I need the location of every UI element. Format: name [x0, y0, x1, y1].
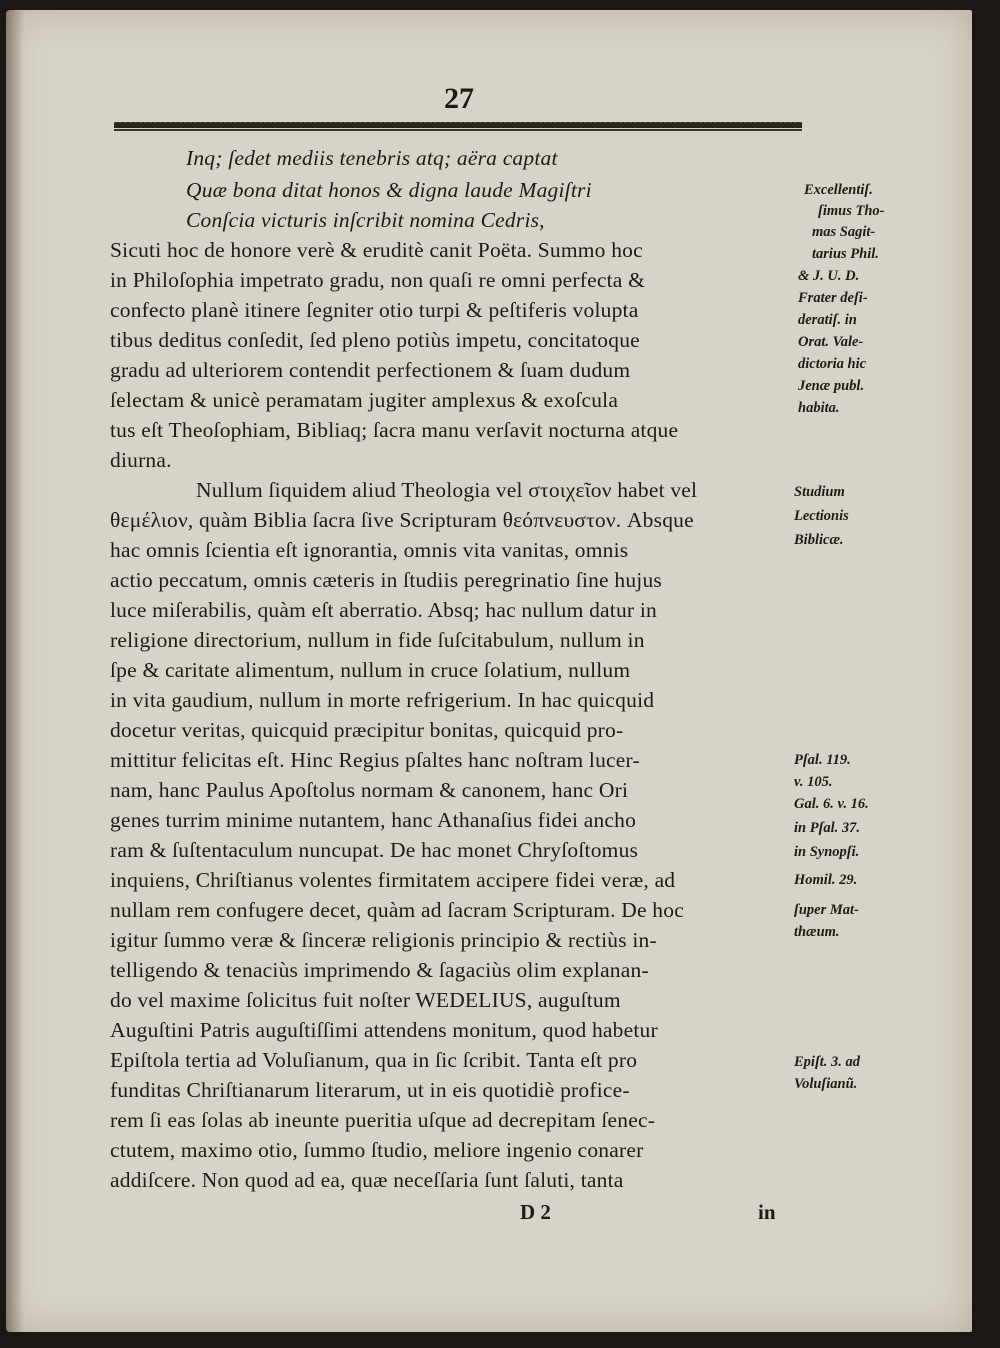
body-line: rem ſi eas ſolas ab ineunte pueritia uſque ad decrepitam ſenec-: [110, 1108, 656, 1132]
body-line: Sicuti hoc de honore verè & eruditè canit Poëta. Summo hoc: [110, 238, 643, 262]
marginal-note: deratiſ. in: [798, 312, 857, 328]
page-gutter-shadow: [6, 10, 24, 1332]
body-line: docetur veritas, quicquid præcipitur bonitas, quicquid pro-: [110, 718, 624, 742]
page-number: 27: [444, 82, 474, 115]
marginal-note: Jenæ publ.: [798, 378, 865, 394]
body-line: Auguſtini Patris auguſtiſſimi attendens monitum, quod habetur: [110, 1018, 658, 1042]
body-line: Epiſtola tertia ad Voluſianum, qua in ſic ſcribit. Tanta eſt pro: [110, 1048, 638, 1072]
header-rule: [114, 122, 802, 128]
body-line: genes turrim minime nutantem, hanc Athanaſius fidei ancho: [110, 808, 637, 832]
body-line: actio peccatum, omnis cæteris in ſtudiis peregrinatio ſine hujus: [110, 568, 662, 592]
body-line: tibus deditus conſedit, ſed pleno potiùs impetu, concitatoque: [110, 328, 640, 352]
body-line: ſpe & caritate alimentum, nullum in cruce ſolatium, nullum: [110, 658, 631, 682]
marginal-note: thæum.: [794, 924, 840, 940]
marginal-note: Excellentiſ.: [804, 182, 873, 198]
body-line: nam, hanc Paulus Apoſtolus normam & canonem, hanc Ori: [110, 778, 629, 802]
body-line: ctutem, maximo otio, ſummo ſtudio, meliore ingenio conarer: [110, 1138, 644, 1162]
marginal-note: Pſal. 119.: [794, 752, 851, 768]
marginal-note: mas Sagit-: [812, 224, 876, 240]
body-line: inquiens, Chriſtianus volentes firmitatem accipere fidei veræ, ad: [110, 868, 676, 892]
marginal-note: Gal. 6. v. 16.: [794, 796, 869, 812]
body-line: tus eſt Theoſophiam, Bibliaq; ſacra manu verſavit nocturna atque: [110, 418, 679, 442]
body-line: religione directorium, nullum in fide ſuſcitabulum, nullum in: [110, 628, 645, 652]
verse-line: Quæ bona ditat honos & digna laude Magiſtri: [186, 178, 592, 202]
body-line: ram & ſuſtentaculum nuncupat. De hac monet Chryſoſtomus: [110, 838, 639, 862]
body-line: in vita gaudium, nullum in morte refrigerium. In hac quicquid: [110, 688, 655, 712]
body-line: confecto planè itinere ſegniter otio turpi & peſtiferis volupta: [110, 298, 639, 322]
marginal-note: tarius Phil.: [812, 246, 879, 262]
marginal-note: Epiſt. 3. ad: [794, 1054, 861, 1070]
body-line: do vel maxime ſolicitus fuit noſter WEDELIUS, auguſtum: [110, 988, 621, 1012]
body-line: igitur ſummo veræ & ſinceræ religionis principio & rectiùs in-: [110, 928, 657, 952]
body-line: hac omnis ſcientia eſt ignorantia, omnis vita vanitas, omnis: [110, 538, 629, 562]
book-page: [6, 10, 972, 1332]
marginal-note: Studium: [794, 484, 845, 500]
marginal-note: dictoria hic: [798, 356, 867, 372]
marginal-note: ſimus Tho-: [818, 203, 885, 219]
body-line: Nullum ſiquidem aliud Theologia vel στοιχεῖον habet vel: [196, 478, 698, 502]
marginal-note: Voluſianũ.: [794, 1076, 858, 1092]
verse-line: Conſcia victuris inſcribit nomina Cedris,: [186, 208, 545, 232]
marginal-note: habita.: [798, 400, 840, 416]
marginal-note: v. 105.: [794, 774, 833, 790]
marginal-note: & J. U. D.: [798, 268, 860, 284]
marginal-note: Homil. 29.: [794, 872, 858, 888]
marginal-note: Biblicæ.: [794, 532, 844, 548]
body-line: telligendo & tenaciùs imprimendo & ſagaciùs olim explanan-: [110, 958, 649, 982]
verse-line: Inq; ſedet mediis tenebris atq; aëra captat: [186, 146, 558, 170]
marginal-note: in Pſal. 37.: [794, 820, 861, 836]
marginal-note: Frater deſi-: [798, 290, 868, 306]
header-rule-thin: [114, 129, 802, 131]
marginal-note: in Synopſi.: [794, 844, 860, 860]
marginal-note: ſuper Mat-: [794, 902, 859, 918]
marginal-note: Lectionis: [794, 508, 849, 524]
body-line: luce miſerabilis, quàm eſt aberratio. Absq; hac nullum datur in: [110, 598, 657, 622]
body-line: funditas Chriſtianarum literarum, ut in eis quotidiè profice-: [110, 1078, 630, 1102]
body-line: in Philoſophia impetrato gradu, non quaſi re omni perfecta &: [110, 268, 646, 292]
body-line: nullam rem confugere decet, quàm ad ſacram Scripturam. De hoc: [110, 898, 684, 922]
body-line: diurna.: [110, 448, 172, 472]
marginal-note: Orat. Vale-: [798, 334, 864, 350]
body-line: addiſcere. Non quod ad ea, quæ neceſſaria ſunt ſaluti, tanta: [110, 1168, 624, 1192]
body-line: θεμέλιον, quàm Biblia ſacra ſive Scripturam θεόπνευστον. Absque: [110, 508, 694, 532]
body-line: ſelectam & unicè peramatam jugiter amplexus & exoſcula: [110, 388, 619, 412]
body-line: gradu ad ulteriorem contendit perfectionem & ſuam dudum: [110, 358, 631, 382]
body-line: mittitur felicitas eſt. Hinc Regius pſaltes hanc noſtram lucer-: [110, 748, 640, 772]
signature-mark: D 2: [520, 1200, 551, 1224]
catchword: in: [758, 1200, 776, 1224]
